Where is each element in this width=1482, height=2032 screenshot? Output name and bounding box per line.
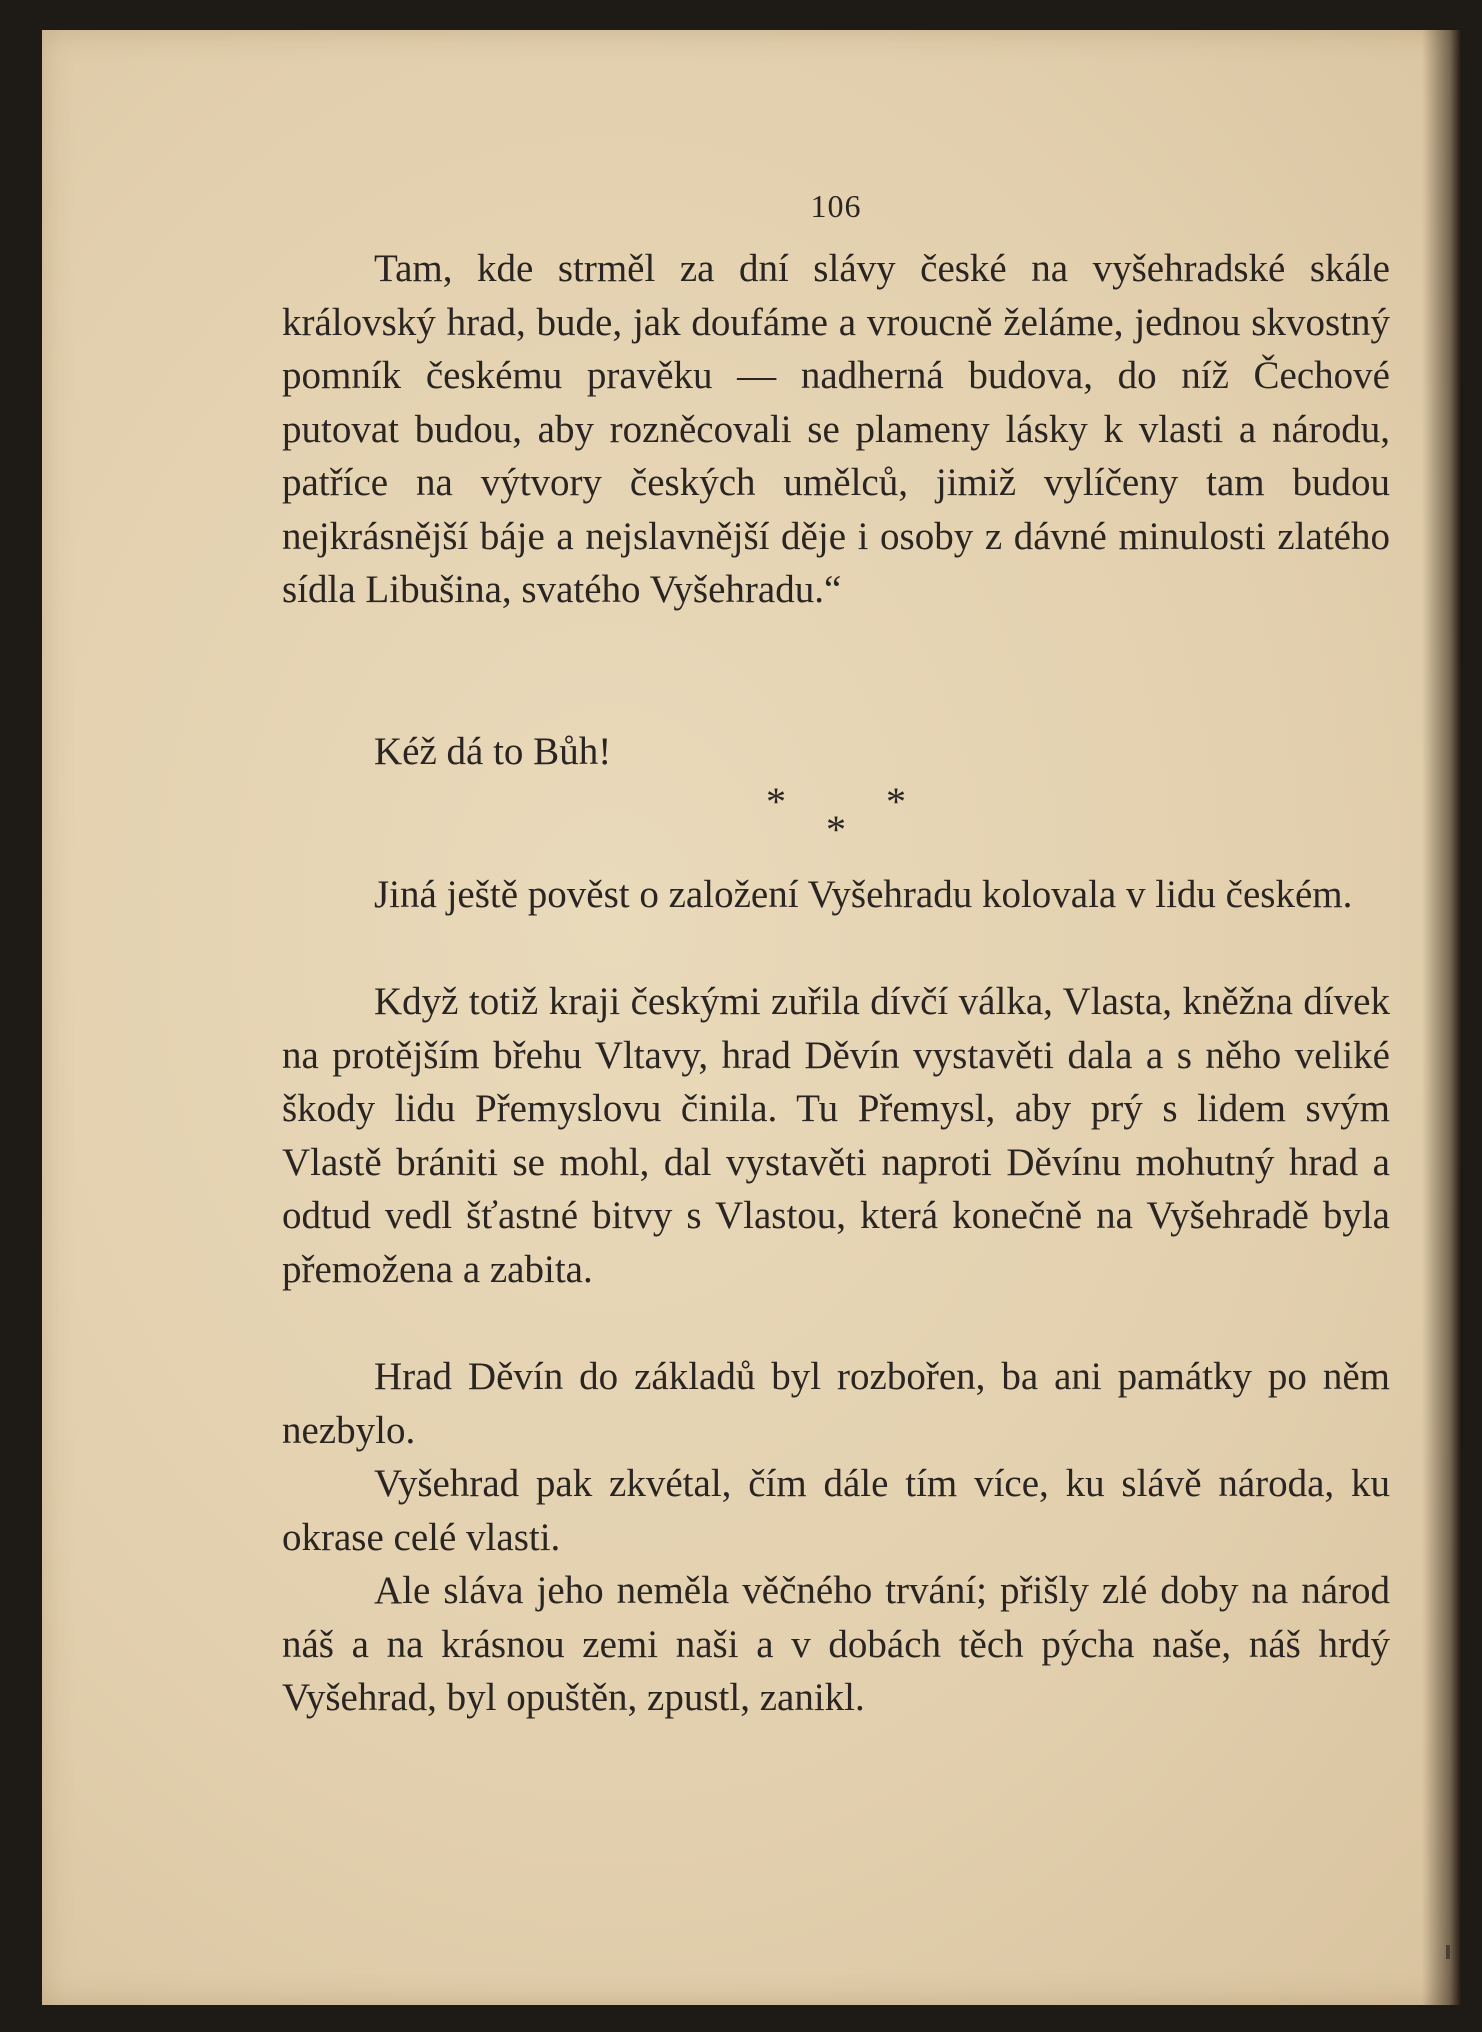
paragraph-5: Hrad Děvín do základů byl rozbořen, ba ani památky po něm nezbylo. <box>282 1355 1390 1452</box>
page-number: 106 <box>810 188 862 224</box>
section-separator <box>282 779 1390 852</box>
separator-star-bottom: * <box>826 807 846 852</box>
paragraph-2: Kéž dá to Bůh! <box>374 730 612 773</box>
book-page <box>42 30 1462 2005</box>
paragraph-3: Jiná ještě pověst o založení Vyšehradu kolovala v lidu českém. <box>374 873 1353 916</box>
paragraph-6: Vyšehrad pak zkvétal, čím dále tím více, ku slávě národa, ku okrase celé vlasti. <box>282 1462 1390 1559</box>
paragraph-7: Ale sláva jeho neměla věčného trvání; přišly zlé doby na národ náš a na krásnou zemi naši a v dobách těch pýcha naše, náš hrdý Vyšehrad, byl opuštěn, zpustl, zanikl. <box>282 1569 1390 1719</box>
page-gutter-shadow <box>1422 30 1462 2005</box>
separator-star-left: * <box>766 779 786 824</box>
paragraph-1: Tam, kde strměl za dní slávy české na vyšehradské skále královský hrad, bude, jak doufáme a vroucně želáme, jednou skvostný pomník českému pravěku — nadherná budova, do níž Čechové putovat budou, aby rozněcovali se plameny lásky k vlasti a národu, patříce na výtvory českých umělců, jimiž vylíčeny tam budou nejkrásnější báje a nejslavnější děje i osoby z dávné minulosti zlatého sídla Libušina, svatého Vyšehradu.“ <box>282 247 1390 611</box>
scan-mark <box>1446 1945 1450 1959</box>
paragraph-4: Když totiž kraji českými zuřila dívčí válka, Vlasta, kněžna dívek na protějším břehu Vltavy, hrad Děvín vystavěti dala a s něho veliké škody lidu Přemyslovu činila. Tu Přemysl, aby prý s lidem svým Vlastě brániti se mohl, dal vystavěti naproti Děvínu mohutný hrad a odtud vedl šťastné bitvy s Vlastou, která konečně na Vyšehradě byla přemožena a zabita. <box>282 980 1390 1291</box>
separator-star-right: * <box>886 779 906 824</box>
